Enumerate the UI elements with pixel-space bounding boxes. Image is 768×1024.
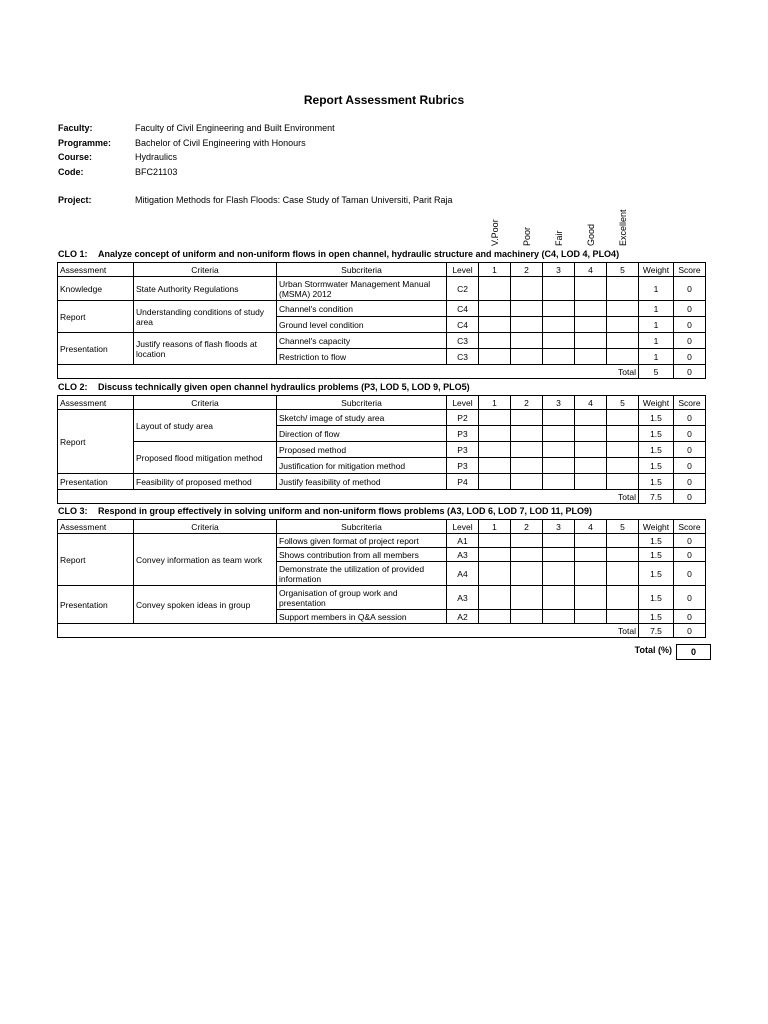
score-input-cell[interactable] (479, 458, 511, 474)
level-cell: P2 (447, 410, 479, 426)
score-input-cell[interactable] (543, 534, 575, 548)
subcriteria-cell: Justify feasibility of method (277, 474, 447, 490)
programme-value: Bachelor of Civil Engineering with Honours (135, 137, 306, 148)
weight-cell: 1 (639, 317, 674, 333)
total-label: Total (58, 490, 639, 504)
score-input-cell[interactable] (543, 442, 575, 458)
score-input-cell[interactable] (575, 548, 607, 562)
criteria-cell: Feasibility of proposed method (134, 474, 277, 490)
score-cell: 0 (674, 442, 706, 458)
header-score-4: 4 (575, 263, 607, 277)
header-score-3: 3 (543, 396, 575, 410)
score-input-cell[interactable] (479, 548, 511, 562)
level-cell: C2 (447, 277, 479, 301)
header-score-5: 5 (607, 263, 639, 277)
weight-cell: 1 (639, 277, 674, 301)
weight-cell: 1 (639, 333, 674, 349)
clo2-code: CLO 2: (58, 382, 88, 392)
code-label: Code: (58, 166, 84, 177)
score-input-cell[interactable] (479, 426, 511, 442)
header-score-5: 5 (607, 520, 639, 534)
header-level: Level (447, 396, 479, 410)
score-input-cell[interactable] (479, 301, 511, 317)
assessment-cell: Presentation (58, 333, 134, 365)
weight-cell: 1.5 (639, 548, 674, 562)
project-label: Project: (58, 195, 92, 206)
header-level: Level (447, 520, 479, 534)
clo1-total-row (58, 365, 706, 379)
rating-good: Good (586, 223, 596, 246)
header-subcriteria: Subcriteria (277, 396, 447, 410)
table-row (58, 410, 706, 426)
programme-label: Programme: (58, 137, 112, 148)
subcriteria-cell: Organisation of group work and presentation (277, 586, 447, 610)
score-cell: 0 (674, 333, 706, 349)
code-value: BFC21103 (135, 166, 178, 177)
subcriteria-cell: Direction of flow (277, 426, 447, 442)
header-criteria: Criteria (134, 520, 277, 534)
total-weight: 5 (639, 365, 674, 379)
score-input-cell[interactable] (607, 349, 639, 365)
header-score: Score (674, 263, 706, 277)
header-score-5: 5 (607, 396, 639, 410)
subcriteria-cell: Restriction to flow (277, 349, 447, 365)
clo3-table (57, 519, 706, 638)
score-input-cell[interactable] (511, 426, 543, 442)
clo1-header-row (58, 263, 706, 277)
score-input-cell[interactable] (607, 277, 639, 301)
weight-cell: 1.5 (639, 426, 674, 442)
subcriteria-cell: Justification for mitigation method (277, 458, 447, 474)
total-label: Total (58, 624, 639, 638)
score-input-cell[interactable] (479, 442, 511, 458)
score-input-cell[interactable] (607, 426, 639, 442)
header-score-4: 4 (575, 396, 607, 410)
weight-cell: 1 (639, 301, 674, 317)
header-weight: Weight (639, 396, 674, 410)
criteria-cell: Convey information as team work (134, 534, 277, 586)
course-label: Course: (58, 152, 93, 163)
level-cell: P4 (447, 474, 479, 490)
clo1-text: Analyze concept of uniform and non-uniform flows in open channel, hydraulic structure and machinery (C4, LOD 4, PLO4) (98, 249, 620, 259)
header-score-1: 1 (479, 396, 511, 410)
score-input-cell[interactable] (575, 610, 607, 624)
level-cell: P3 (447, 442, 479, 458)
score-input-cell[interactable] (511, 317, 543, 333)
weight-cell: 1.5 (639, 534, 674, 548)
level-cell: A3 (447, 586, 479, 610)
score-input-cell[interactable] (575, 474, 607, 490)
clo3-heading (58, 506, 592, 516)
score-input-cell[interactable] (543, 317, 575, 333)
total-score: 0 (674, 365, 706, 379)
header-weight: Weight (639, 520, 674, 534)
subcriteria-cell: Channel's condition (277, 301, 447, 317)
score-input-cell[interactable] (575, 586, 607, 610)
score-input-cell[interactable] (607, 317, 639, 333)
header-score-3: 3 (543, 520, 575, 534)
score-input-cell[interactable] (511, 610, 543, 624)
table-row (58, 333, 706, 349)
header-weight: Weight (639, 263, 674, 277)
table-row (58, 474, 706, 490)
total-label: Total (58, 365, 639, 379)
clo2-table (57, 395, 706, 504)
score-input-cell[interactable] (479, 333, 511, 349)
subcriteria-cell: Ground level condition (277, 317, 447, 333)
criteria-cell: Understanding conditions of study area (134, 301, 277, 333)
criteria-cell: Proposed flood mitigation method (134, 442, 277, 474)
score-input-cell[interactable] (511, 548, 543, 562)
score-cell: 0 (674, 548, 706, 562)
header-assessment: Assessment (58, 263, 134, 277)
header-score-1: 1 (479, 520, 511, 534)
score-input-cell[interactable] (607, 301, 639, 317)
header-score: Score (674, 396, 706, 410)
total-weight: 7.5 (639, 490, 674, 504)
score-input-cell[interactable] (607, 610, 639, 624)
score-input-cell[interactable] (575, 442, 607, 458)
score-input-cell[interactable] (543, 474, 575, 490)
header-score-3: 3 (543, 263, 575, 277)
score-input-cell[interactable] (575, 458, 607, 474)
clo3-total-row (58, 624, 706, 638)
assessment-cell: Knowledge (58, 277, 134, 301)
score-cell: 0 (674, 301, 706, 317)
rating-fair: Fair (554, 230, 564, 246)
weight-cell: 1.5 (639, 610, 674, 624)
assessment-cell: Report (58, 534, 134, 586)
score-input-cell[interactable] (575, 534, 607, 548)
grand-total-value: 0 (676, 644, 711, 660)
subcriteria-cell: Support members in Q&A session (277, 610, 447, 624)
course-value: Hydraulics (135, 152, 178, 163)
table-row (58, 534, 706, 548)
course-info (58, 121, 452, 208)
clo1-table (57, 262, 706, 379)
score-input-cell[interactable] (575, 317, 607, 333)
weight-cell: 1.5 (639, 562, 674, 586)
score-input-cell[interactable] (543, 277, 575, 301)
score-input-cell[interactable] (575, 333, 607, 349)
score-input-cell[interactable] (543, 610, 575, 624)
score-input-cell[interactable] (543, 458, 575, 474)
score-cell: 0 (674, 474, 706, 490)
header-score-2: 2 (511, 263, 543, 277)
criteria-cell: Convey spoken ideas in group (134, 586, 277, 624)
total-score: 0 (674, 624, 706, 638)
clo3-code: CLO 3: (58, 506, 88, 516)
table-row (58, 586, 706, 610)
score-cell: 0 (674, 349, 706, 365)
clo3-header-row (58, 520, 706, 534)
score-cell: 0 (674, 562, 706, 586)
score-input-cell[interactable] (479, 562, 511, 586)
level-cell: A4 (447, 562, 479, 586)
weight-cell: 1 (639, 349, 674, 365)
level-cell: C4 (447, 301, 479, 317)
header-score-4: 4 (575, 520, 607, 534)
assessment-cell: Presentation (58, 586, 134, 624)
score-cell: 0 (674, 317, 706, 333)
score-cell: 0 (674, 610, 706, 624)
faculty-label: Faculty: (58, 123, 93, 134)
header-score: Score (674, 520, 706, 534)
header-assessment: Assessment (58, 396, 134, 410)
score-cell: 0 (674, 586, 706, 610)
score-cell: 0 (674, 277, 706, 301)
subcriteria-cell: Sketch/ image of study area (277, 410, 447, 426)
table-row (58, 442, 706, 458)
score-input-cell[interactable] (607, 534, 639, 548)
score-input-cell[interactable] (479, 586, 511, 610)
level-cell: P3 (447, 426, 479, 442)
score-input-cell[interactable] (607, 410, 639, 426)
clo1-code: CLO 1: (58, 249, 88, 259)
assessment-cell: Presentation (58, 474, 134, 490)
rating-poor: Poor (522, 226, 532, 246)
score-input-cell[interactable] (479, 410, 511, 426)
score-cell: 0 (674, 426, 706, 442)
table-row (58, 277, 706, 301)
score-input-cell[interactable] (607, 474, 639, 490)
score-input-cell[interactable] (479, 277, 511, 301)
clo2-heading (58, 382, 470, 392)
header-criteria: Criteria (134, 263, 277, 277)
score-input-cell[interactable] (607, 586, 639, 610)
subcriteria-cell: Channel's capacity (277, 333, 447, 349)
header-score-1: 1 (479, 263, 511, 277)
score-cell: 0 (674, 534, 706, 548)
criteria-cell: State Authority Regulations (134, 277, 277, 301)
score-input-cell[interactable] (511, 442, 543, 458)
score-input-cell[interactable] (511, 474, 543, 490)
score-cell: 0 (674, 410, 706, 426)
subcriteria-cell: Shows contribution from all members (277, 548, 447, 562)
faculty-value: Faculty of Civil Engineering and Built Environment (135, 123, 335, 134)
score-input-cell[interactable] (607, 333, 639, 349)
level-cell: C4 (447, 317, 479, 333)
score-input-cell[interactable] (511, 349, 543, 365)
clo2-text: Discuss technically given open channel hydraulics problems (P3, LOD 5, LOD 9, PLO5) (98, 382, 470, 392)
score-input-cell[interactable] (607, 562, 639, 586)
score-input-cell[interactable] (543, 548, 575, 562)
level-cell: C3 (447, 333, 479, 349)
score-input-cell[interactable] (511, 562, 543, 586)
subcriteria-cell: Proposed method (277, 442, 447, 458)
subcriteria-cell: Urban Stormwater Management Manual (MSMA) 2012 (277, 277, 447, 301)
score-input-cell[interactable] (543, 349, 575, 365)
score-input-cell[interactable] (479, 349, 511, 365)
level-cell: C3 (447, 349, 479, 365)
score-input-cell[interactable] (575, 426, 607, 442)
score-input-cell[interactable] (543, 333, 575, 349)
level-cell: A1 (447, 534, 479, 548)
score-input-cell[interactable] (511, 458, 543, 474)
header-subcriteria: Subcriteria (277, 520, 447, 534)
score-input-cell[interactable] (543, 562, 575, 586)
header-criteria: Criteria (134, 396, 277, 410)
score-input-cell[interactable] (543, 410, 575, 426)
score-input-cell[interactable] (511, 301, 543, 317)
grand-total-label: Total (%) (634, 645, 672, 655)
clo1-heading (58, 249, 619, 259)
score-input-cell[interactable] (575, 562, 607, 586)
score-input-cell[interactable] (511, 586, 543, 610)
header-level: Level (447, 263, 479, 277)
page-title: Report Assessment Rubrics (303, 93, 465, 107)
total-weight: 7.5 (639, 624, 674, 638)
level-cell: P3 (447, 458, 479, 474)
project-value: Mitigation Methods for Flash Floods: Case Study of Taman Universiti, Parit Raja (135, 195, 453, 206)
score-input-cell[interactable] (543, 426, 575, 442)
header-score-2: 2 (511, 396, 543, 410)
score-cell: 0 (674, 458, 706, 474)
level-cell: A3 (447, 548, 479, 562)
weight-cell: 1.5 (639, 474, 674, 490)
score-input-cell[interactable] (511, 410, 543, 426)
score-input-cell[interactable] (607, 458, 639, 474)
table-row (58, 301, 706, 317)
weight-cell: 1.5 (639, 586, 674, 610)
criteria-cell: Layout of study area (134, 410, 277, 442)
clo2-header-row (58, 396, 706, 410)
score-input-cell[interactable] (479, 534, 511, 548)
clo2-total-row (58, 490, 706, 504)
score-input-cell[interactable] (511, 333, 543, 349)
score-input-cell[interactable] (479, 474, 511, 490)
header-assessment: Assessment (58, 520, 134, 534)
assessment-cell: Report (58, 301, 134, 333)
score-input-cell[interactable] (575, 349, 607, 365)
score-input-cell[interactable] (479, 610, 511, 624)
subcriteria-cell: Demonstrate the utilization of provided information (277, 562, 447, 586)
score-input-cell[interactable] (543, 301, 575, 317)
clo3-text: Respond in group effectively in solving uniform and non-uniform flows problems (A3, LOD 6, LOD 7, LOD 11, PLO9) (98, 506, 593, 516)
score-input-cell[interactable] (575, 301, 607, 317)
assessment-cell: Report (58, 410, 134, 474)
level-cell: A2 (447, 610, 479, 624)
score-input-cell[interactable] (511, 277, 543, 301)
total-score: 0 (674, 490, 706, 504)
rating-excellent: Excellent (618, 209, 628, 246)
score-input-cell[interactable] (511, 534, 543, 548)
criteria-cell: Justify reasons of flash floods at location (134, 333, 277, 365)
weight-cell: 1.5 (639, 410, 674, 426)
score-input-cell[interactable] (479, 317, 511, 333)
score-input-cell[interactable] (575, 410, 607, 426)
score-input-cell[interactable] (607, 548, 639, 562)
header-score-2: 2 (511, 520, 543, 534)
weight-cell: 1.5 (639, 458, 674, 474)
subcriteria-cell: Follows given format of project report (277, 534, 447, 548)
score-input-cell[interactable] (543, 586, 575, 610)
rating-vpoor: V.Poor (490, 219, 500, 246)
score-input-cell[interactable] (607, 442, 639, 458)
weight-cell: 1.5 (639, 442, 674, 458)
score-input-cell[interactable] (575, 277, 607, 301)
header-subcriteria: Subcriteria (277, 263, 447, 277)
